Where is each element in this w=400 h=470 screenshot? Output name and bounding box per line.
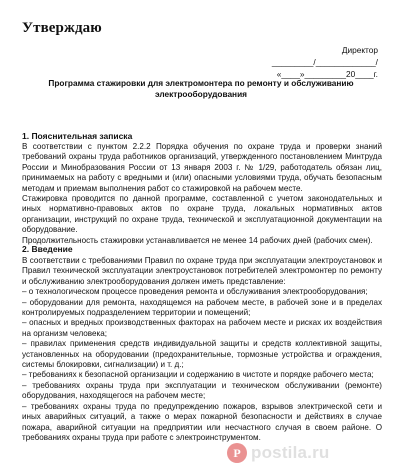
program-title: [40, 78, 362, 100]
section-1-paragraph: Стажировка проводится по данной программе, составленной с учетом законодательных и иных нормативно-правовых актов по охране труда, локальных нормативных актов организации, инструкций по охране труда, технической и эксплуатационной документации на оборудование.: [22, 194, 382, 235]
date-line: «____»_________20____г.: [276, 69, 378, 79]
section-2-list-item: – опасных и вредных производственных факторах на рабочем месте и рисках их воздействия на организм человека;: [22, 318, 382, 338]
approval-heading: Утверждаю: [22, 20, 102, 36]
section-2-heading: 2. Введение: [22, 244, 73, 254]
program-title-line-2: электрооборудования: [154, 89, 248, 99]
postila-logo-icon: [227, 443, 247, 463]
section-1-heading: 1. Пояснительная записка: [22, 131, 133, 141]
section-2-paragraph: В соответствии с требованиями Правил по охране труда при эксплуатации электроустановок и Правил технической эксплуатации электроустановок потребителей электромонтер по ремонту и обслуживанию электрооборудования должен иметь представление:: [22, 256, 382, 286]
section-2-list-item: – требованиях охраны труда по предупреждению пожаров, взрывов электрической сети и иных аварийных ситуаций, а также о мерах пожарной безопасности и действиях в случае пожара, аварийной ситуации на предприятии или несчастного случая в своем районе. О требованиях охраны труда при работе с электроинструментом.: [22, 401, 382, 442]
section-1-paragraph: Продолжительность стажировки устанавливается не менее 14 рабочих дней (рабочих смен).: [22, 235, 373, 245]
section-1-paragraph: В соответствии с пунктом 2.2.2 Порядка обучения по охране труда и проверки знаний требований охраны труда работников организаций, утвержденного постановлением Минтруда России и Минобразования России от 13 января 2003 г. № 1/29, работодатель обязан лиц, принимаемых на работу с вредными и (или) опасными условиями труда, обучать безопасным методам и приемам выполнения работ со стажировкой на рабочем месте.: [22, 142, 382, 193]
postila-watermark-text: postila.ru: [251, 443, 330, 462]
section-2-list-item: – оборудовании для ремонта, находящемся на рабочем месте, в рабочей зоне и в пределах контролируемых подразделением территории и помещений;: [22, 297, 382, 318]
section-2-list-item: – требованиях охраны труда при эксплуатации и техническом обслуживании (ремонте) оборудования, находящегося на рабочем месте;: [22, 380, 382, 401]
postila-watermark: [227, 442, 397, 464]
signature-line: _________/_____________/: [271, 57, 378, 67]
section-2-list-item: – требованиях к безопасной организации и содержанию в чистоте и порядке рабочего места;: [22, 370, 374, 380]
approval-block: [228, 44, 378, 80]
section-2-list-item: – о технологическом процессе проведения ремонта и обслуживания электрооборудования;: [22, 287, 368, 297]
postila-logo-letter: P: [233, 445, 241, 460]
section-2-body: [22, 256, 382, 464]
program-title-line-1: Программа стажировки для электромонтера по ремонту и обслуживанию: [48, 78, 354, 88]
section-1-body: [22, 142, 382, 246]
approver-position: Директор: [341, 45, 378, 55]
section-2-list-item: – правилах применения средств индивидуальной защиты и средств коллективной защиты, установленных на оборудовании (предохранительные, тормозные устройства и ограждения, системы блокировки, сигнализации) и т. д.;: [22, 339, 382, 370]
